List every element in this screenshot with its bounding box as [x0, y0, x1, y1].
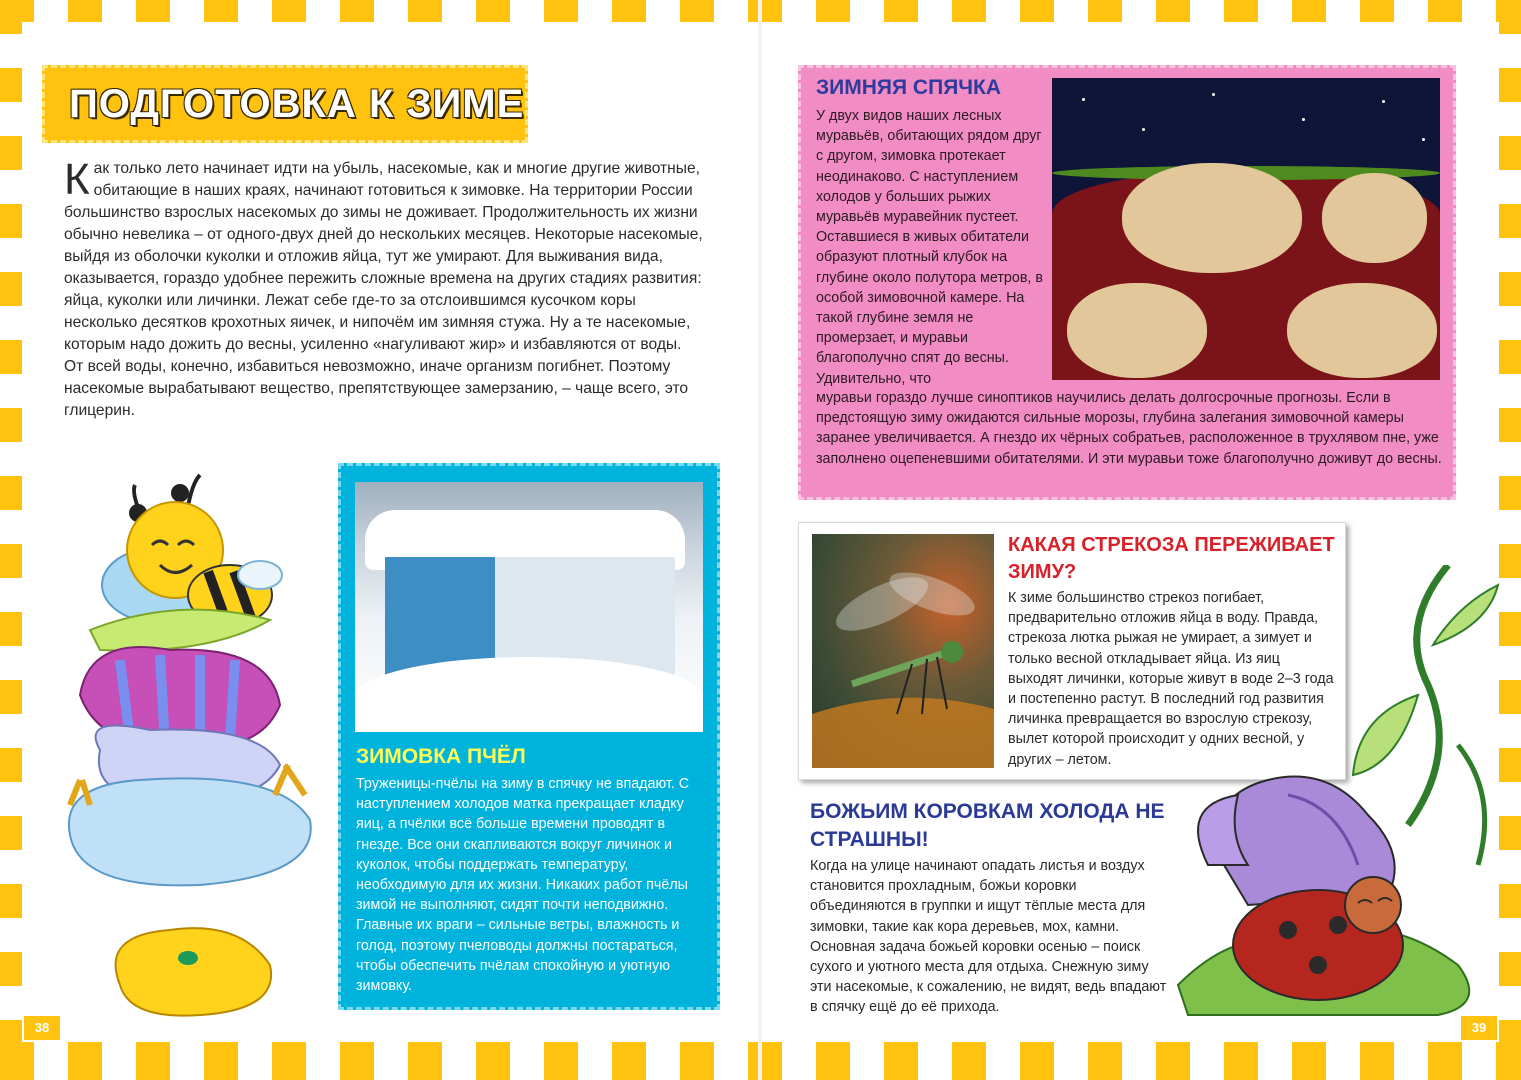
star	[1212, 93, 1215, 96]
star	[1422, 138, 1425, 141]
ladybugs-text: Когда на улице начинают опадать листья и воздух становится прохладным, божьи коровки объединяются в группки и ищут тёплые места для зимовки, такие как кора деревьев, мох, камни. Основная задача божьей коровки осенью – поиск сухого и уютного места для отдыха. Снежную зиму эти насекомые, к сожалению, не видят, ведь впадают в спячку ещё до её прихода.	[810, 858, 1167, 1016]
burrow-chamber	[1122, 163, 1302, 273]
page-title: ПОДГОТОВКА К ЗИМЕ	[69, 82, 525, 126]
bees-text: Труженицы-пчёлы на зиму в спячку не впадают. С наступлением холодов матка прекращает кладку яиц, а пчёлки всё больше времени проводят в гнезде. Все они скапливаются вокруг личинок и куколок, чтобы поддержать температуру, необходимую для их жизни. Никаких работ пчёлы зимой не выполняют, сидят почти неподвижно. Главные их враги – сильные ветры, влажность и голод, поэтому пчеловоды должны постараться, чтобы обеспечить пчёлам спокойную и уютную зимовку.	[356, 776, 690, 995]
hibernation-title: ЗИМНЯЯ СПЯЧКА	[816, 76, 1002, 99]
dragonfly-photo	[812, 534, 994, 768]
ladybug-illustration	[1158, 565, 1503, 1025]
left-border	[0, 0, 22, 1080]
burrow-chamber	[1287, 283, 1437, 378]
ant-burrow-illustration	[1052, 78, 1440, 380]
dragonfly-on-leaf-icon	[812, 534, 994, 768]
intro-text: ак только лето начинает идти на убыль, насекомые, как и многие другие животные, обитающие в наших краях, начинают готовиться к зимовке. На территории России большинство взрослых насекомых до зимы не доживает. Продолжительность их жизни обычно невелика – от одного-двух дней до нескольких месяцев. Некоторые насекомые, выйдя из оболочки куколки и отложив яйца, тут же умирают. Для выживания вида, оказывается, гораздо удобнее пережить сложные времена на других стадиях развития: яйца, куколки или личинки. Лежат себе где-то за отслоившимся кусочком коры несколько десятков крохотных яичек, и нипочём им зимняя стужа. Ну а те насекомые, которым надо дожить до весны, усиленно «нагуливают жир» и избавляются от воды. От всей воды, конечно, избавиться невозможно, иначе организм погибнет. Поэтому насекомые вырабатывают вещество, препятствующее замерзанию, – чаще всего, это глицерин.	[64, 160, 703, 419]
intro-paragraph	[64, 155, 704, 422]
dragonfly-title: КАКАЯ СТРЕКОЗА ПЕРЕЖИВАЕТ ЗИМУ?	[1008, 534, 1335, 583]
star	[1142, 128, 1145, 131]
burrow-chamber	[1322, 173, 1427, 263]
title-banner	[42, 65, 528, 143]
dragonfly-text: К зиме большинство стрекоз погибает, предварительно отложив яйца в воду. Правда, стрекоза лютка рыжая не умирает, а зимует и только весной откладывает яйца. Из яиц выходят личинки, которые живут в воде 2–3 года и постепенно растут. В последний год развития личинка превращается во взрослую стрекозу, вылет которой происходит у одних весной, у других – летом.	[1008, 590, 1334, 768]
star	[1302, 118, 1305, 121]
sleeping-bee-illustration	[60, 465, 335, 1025]
star	[1082, 98, 1085, 101]
ladybug-under-bellflower-icon	[1178, 565, 1498, 1015]
star	[1382, 100, 1385, 103]
snow-drift	[355, 657, 703, 732]
page-number-right: 39	[1461, 1016, 1497, 1040]
drop-cap: К	[64, 155, 90, 204]
burrow-chamber	[1067, 283, 1207, 378]
hibernation-text-wide: муравьи гораздо лучше синоптиков научились делать долгосрочные прогнозы. Если в предстоящую зиму ожидаются сильные морозы, глубина залегания зимовочной камеры заранее увеличивается. А гнездо их чёрных собратьев, расположенное в трухлявом пне, уже заполнено оцепеневшими обитателями. И эти муравьи тоже благополучно доживут до весны.	[816, 390, 1442, 467]
page-number-left: 38	[24, 1016, 60, 1040]
hibernation-text-column: У двух видов наших лесных муравьёв, обитающих рядом друг с другом, зимовка протекает неодинаково. С наступлением холодов у больших рыжих муравьёв муравейник пустеет. Оставшиеся в живых обитатели образуют плотный клубок на глубине около полутора метров, в особой зимовочной камере. На такой глубине земля не промерзает, и муравьи благополучно спят до весны. Удивительно, что	[816, 108, 1043, 387]
sleeping-bee-on-pillows-icon	[69, 475, 311, 1016]
beehive-photo	[355, 482, 703, 732]
ladybugs-title: БОЖЬИМ КОРОВКАМ ХОЛОДА НЕ СТРАШНЫ!	[810, 800, 1165, 851]
page-gutter	[758, 0, 762, 1080]
bees-title: ЗИМОВКА ПЧЁЛ	[356, 745, 526, 768]
